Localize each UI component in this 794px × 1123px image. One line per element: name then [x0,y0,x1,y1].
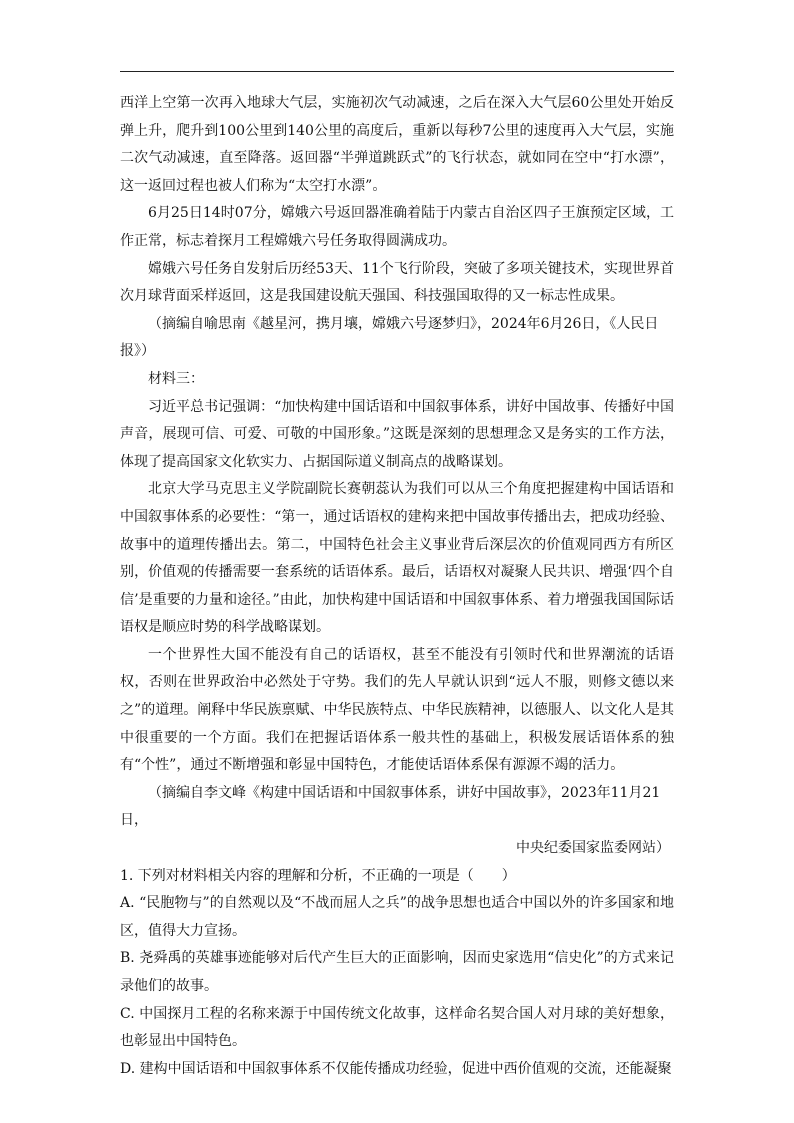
material3-heading: 材料三： [148,370,204,387]
question-option-d: D. 建构中国话语和中国叙事体系不仅能传播成功经验，促进中西价值观的交流，还能凝聚 [120,1060,672,1077]
question-option-b: B. 尧舜禹的英雄事迹能够对后代产生巨大的正面影响，因而史家选用“信史化”的方式来记录他们的故事。 [120,950,674,994]
material2-paragraph-landing: 6月25日14时07分，嫦娥六号返回器准确着陆于内蒙古自治区四子王旗预定区域，工作正常，标志着探月工程嫦娥六号任务取得圆满成功。 [120,205,674,249]
material2-source: （摘编自喻思南《越星河，携月壤，嫦娥六号逐梦归》，2024年6月26日，《人民日报》） [120,315,659,360]
material3-paragraph-necessity: 北京大学马克思主义学院副院长赛朝蕊认为我们可以从三个角度把握建构中国话语和中国叙事体系的必要性：“第一，通过话语权的建构来把中国故事传播出去，把成功经验、故事中的道理传播出去。第二，中国特色社会主义事业背后深层次的价值观同西方有所区别，价值观的传播需要一套系统的话语体系。最后，话语权对凝聚人民共识、增强‘四个自信’是重要的力量和途径。”由此，加快构建中国话语和中国叙事体系、着力增强我国国际话语权是顺应时势的科学战略谋划。 [120,481,674,636]
material3-source-line2: 中央纪委国家监委网站） [516,840,670,857]
material3-paragraph-quote: 习近平总书记强调：“加快构建中国话语和中国叙事体系，讲好中国故事、传播好中国声音，展现可信、可爱、可敬的中国形象。”这既是深刻的思想理念又是务实的工作方法，体现了提高国家文化软实力、占据国际道义制高点的战略谋划。 [120,398,674,470]
question-option-c: C. 中国探月工程的名称来源于中国传统文化故事，这样命名契合国人对月球的美好想象，也彰显出中国特色。 [120,1005,674,1050]
material2-paragraph-achievement: 嫦娥六号任务自发射后历经53天、11个飞行阶段，突破了多项关键技术，实现世界首次月球背面采样返回，这是我国建设航天强国、科技强国取得的又一标志性成果。 [120,260,674,305]
material2-paragraph-continued: 西洋上空第一次再入地球大气层，实施初次气动减速，之后在深入大气层60公里处开始反弹上升，爬升到100公里到140公里的高度后，重新以每秒7公里的速度再入大气层，实施二次气动减速，直至降落。返回器“半弹道跳跃式”的飞行状态，就如同在空中“打水漂”，这一返回过程也被人们称为“太空打水漂”。 [120,95,674,194]
material3-paragraph-discourse: 一个世界性大国不能没有自己的话语权，甚至不能没有引领时代和世界潮流的话语权，否则在世界政治中必然处于守势。我们的先人早就认识到“远人不服，则修文德以来之”的道理。阐释中华民族禀赋、中华民族特点、中华民族精神，以德服人、以文化人是其中很重要的一个方面。我们在把握话语体系一般共性的基础上，积极发展话语体系的独有“个性”，通过不断增强和彰显中国特色，才能使话语体系保有源源不竭的活力。 [120,646,674,774]
page-content [120,90,674,1083]
material3-source-line1: （摘编自李文峰《构建中国话语和中国叙事体系，讲好中国故事》，2023年11月21日， [120,784,661,829]
question-stem: 1. 下列对材料相关内容的理解和分析，不正确的一项是（ ） [120,867,516,884]
question-option-a: A. “民胞物与”的自然观以及“不战而屈人之兵”的战争思想也适合中国以外的许多国家和地区，值得大力宣扬。 [120,895,674,939]
header-rule [120,71,674,72]
